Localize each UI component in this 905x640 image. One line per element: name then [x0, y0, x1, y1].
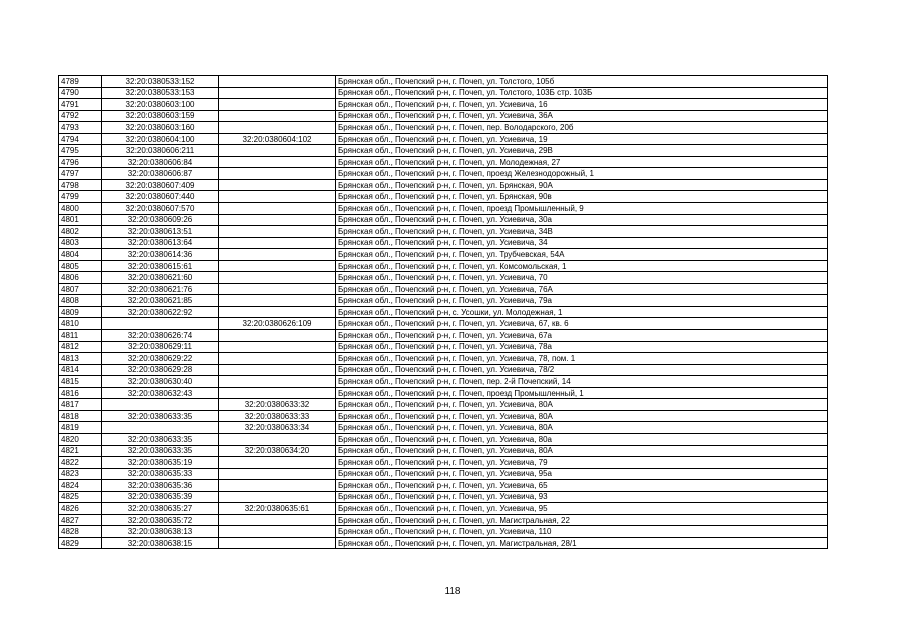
row-number-cell: 4809	[59, 306, 102, 318]
row-number-cell: 4811	[59, 330, 102, 342]
address-cell: Брянская обл., Почепский р-н, г. Почеп, проезд Промышленный, 1	[336, 387, 828, 399]
previous-cadastral-number-cell: 32:20:0380633:33	[219, 410, 336, 422]
table-row	[59, 122, 828, 134]
address-cell: Брянская обл., Почепский р-н, г. Почеп, ул. Магистральная, 28/1	[336, 537, 828, 549]
cadastral-number-cell: 32:20:0380614:36	[102, 249, 219, 261]
address-cell: Брянская обл., Почепский р-н, г. Почеп, ул. Усиевича, 36А	[336, 110, 828, 122]
cadastral-number-cell: 32:20:0380632:43	[102, 387, 219, 399]
table-row	[59, 399, 828, 411]
cadastral-number-cell: 32:20:0380613:51	[102, 226, 219, 238]
row-number-cell: 4791	[59, 99, 102, 111]
table-row	[59, 364, 828, 376]
row-number-cell: 4821	[59, 445, 102, 457]
table-row	[59, 87, 828, 99]
previous-cadastral-number-cell	[219, 249, 336, 261]
cadastral-number-cell: 32:20:0380615:61	[102, 260, 219, 272]
table-row	[59, 376, 828, 388]
cadastral-number-cell: 32:20:0380606:84	[102, 156, 219, 168]
cadastral-number-cell: 32:20:0380533:152	[102, 76, 219, 88]
table-row	[59, 445, 828, 457]
previous-cadastral-number-cell: 32:20:0380634:20	[219, 445, 336, 457]
previous-cadastral-number-cell	[219, 272, 336, 284]
address-cell: Брянская обл., Почепский р-н, г. Почеп, ул. Усиевича, 67, кв. 6	[336, 318, 828, 330]
row-number-cell: 4827	[59, 514, 102, 526]
address-cell: Брянская обл., Почепский р-н, г. Почеп, ул. Усиевича, 78а	[336, 341, 828, 353]
address-cell: Брянская обл., Почепский р-н, г. Почеп, ул. Усиевича, 34	[336, 237, 828, 249]
address-cell: Брянская обл., Почепский р-н, г. Почеп, пер. 2-й Почепский, 14	[336, 376, 828, 388]
table-row	[59, 179, 828, 191]
previous-cadastral-number-cell	[219, 99, 336, 111]
row-number-cell: 4825	[59, 491, 102, 503]
previous-cadastral-number-cell	[219, 376, 336, 388]
cadastral-number-cell: 32:20:0380635:36	[102, 480, 219, 492]
row-number-cell: 4816	[59, 387, 102, 399]
address-cell: Брянская обл., Почепский р-н, г. Почеп, ул. Усиевича, 80А	[336, 422, 828, 434]
cadastral-number-cell: 32:20:0380606:87	[102, 168, 219, 180]
cadastral-number-cell: 32:20:0380621:76	[102, 283, 219, 295]
address-cell: Брянская обл., Почепский р-н, г. Почеп, ул. Трубчевская, 54А	[336, 249, 828, 261]
table-row	[59, 156, 828, 168]
cadastral-number-cell: 32:20:0380626:74	[102, 330, 219, 342]
table-row	[59, 330, 828, 342]
address-cell: Брянская обл., Почепский р-н, г. Почеп, ул. Магистральная, 22	[336, 514, 828, 526]
previous-cadastral-number-cell	[219, 156, 336, 168]
table-row	[59, 480, 828, 492]
address-cell: Брянская обл., Почепский р-н, г. Почеп, пер. Володарского, 20б	[336, 122, 828, 134]
previous-cadastral-number-cell	[219, 237, 336, 249]
table-row	[59, 306, 828, 318]
row-number-cell: 4808	[59, 295, 102, 307]
previous-cadastral-number-cell	[219, 260, 336, 272]
address-cell: Брянская обл., Почепский р-н, г. Почеп, ул. Усиевича, 76А	[336, 283, 828, 295]
row-number-cell: 4828	[59, 526, 102, 538]
row-number-cell: 4802	[59, 226, 102, 238]
previous-cadastral-number-cell	[219, 491, 336, 503]
row-number-cell: 4804	[59, 249, 102, 261]
address-cell: Брянская обл., Почепский р-н, г. Почеп, ул. Усиевича, 65	[336, 480, 828, 492]
row-number-cell: 4812	[59, 341, 102, 353]
page-number: 118	[444, 586, 461, 597]
table-row	[59, 433, 828, 445]
previous-cadastral-number-cell	[219, 122, 336, 134]
row-number-cell: 4790	[59, 87, 102, 99]
address-cell: Брянская обл., Почепский р-н, г. Почеп, ул. Усиевича, 80а	[336, 433, 828, 445]
table-row	[59, 295, 828, 307]
previous-cadastral-number-cell: 32:20:0380604:102	[219, 133, 336, 145]
cadastral-number-cell: 32:20:0380603:159	[102, 110, 219, 122]
address-cell: Брянская обл., Почепский р-н, г. Почеп, ул. Усиевича, 80А	[336, 399, 828, 411]
previous-cadastral-number-cell	[219, 457, 336, 469]
table-row	[59, 76, 828, 88]
cadastral-number-cell: 32:20:0380629:28	[102, 364, 219, 376]
table-row	[59, 145, 828, 157]
row-number-cell: 4803	[59, 237, 102, 249]
address-cell: Брянская обл., Почепский р-н, г. Почеп, ул. Брянская, 90А	[336, 179, 828, 191]
table-row	[59, 110, 828, 122]
previous-cadastral-number-cell	[219, 145, 336, 157]
previous-cadastral-number-cell	[219, 514, 336, 526]
register-table	[58, 75, 828, 549]
cadastral-number-cell: 32:20:0380635:33	[102, 468, 219, 480]
cadastral-number-cell: 32:20:0380604:100	[102, 133, 219, 145]
address-cell: Брянская обл., Почепский р-н, г. Почеп, ул. Усиевича, 78, пом. 1	[336, 353, 828, 365]
previous-cadastral-number-cell	[219, 353, 336, 365]
address-cell: Брянская обл., Почепский р-н, г. Почеп, ул. Молодежная, 27	[336, 156, 828, 168]
address-cell: Брянская обл., Почепский р-н, г. Почеп, ул. Толстого, 105б	[336, 76, 828, 88]
row-number-cell: 4800	[59, 203, 102, 215]
previous-cadastral-number-cell	[219, 526, 336, 538]
table-row	[59, 237, 828, 249]
address-cell: Брянская обл., Почепский р-н, г. Почеп, ул. Усиевича, 34В	[336, 226, 828, 238]
row-number-cell: 4807	[59, 283, 102, 295]
table-row	[59, 526, 828, 538]
address-cell: Брянская обл., Почепский р-н, г. Почеп, ул. Усиевича, 67а	[336, 330, 828, 342]
table-row	[59, 491, 828, 503]
row-number-cell: 4819	[59, 422, 102, 434]
row-number-cell: 4797	[59, 168, 102, 180]
row-number-cell: 4814	[59, 364, 102, 376]
previous-cadastral-number-cell	[219, 306, 336, 318]
cadastral-number-cell: 32:20:0380635:27	[102, 503, 219, 515]
table-row	[59, 226, 828, 238]
table-row	[59, 272, 828, 284]
address-cell: Брянская обл., Почепский р-н, г. Почеп, ул. Усиевича, 70	[336, 272, 828, 284]
address-cell: Брянская обл., Почепский р-н, г. Почеп, ул. Усиевича, 95а	[336, 468, 828, 480]
cadastral-number-cell: 32:20:0380633:35	[102, 410, 219, 422]
address-cell: Брянская обл., Почепский р-н, г. Почеп, ул. Усиевича, 16	[336, 99, 828, 111]
address-cell: Брянская обл., Почепский р-н, г. Почеп, ул. Брянская, 90в	[336, 191, 828, 203]
cadastral-number-cell: 32:20:0380638:15	[102, 537, 219, 549]
cadastral-number-cell: 32:20:0380607:570	[102, 203, 219, 215]
address-cell: Брянская обл., Почепский р-н, г. Почеп, проезд Промышленный, 9	[336, 203, 828, 215]
cadastral-number-cell	[102, 318, 219, 330]
previous-cadastral-number-cell	[219, 191, 336, 203]
row-number-cell: 4829	[59, 537, 102, 549]
address-cell: Брянская обл., Почепский р-н, г. Почеп, проезд Железнодорожный, 1	[336, 168, 828, 180]
table-row	[59, 353, 828, 365]
row-number-cell: 4810	[59, 318, 102, 330]
cadastral-number-cell: 32:20:0380635:39	[102, 491, 219, 503]
table-row	[59, 283, 828, 295]
previous-cadastral-number-cell	[219, 341, 336, 353]
cadastral-number-cell: 32:20:0380606:211	[102, 145, 219, 157]
table-row	[59, 514, 828, 526]
table-row	[59, 410, 828, 422]
previous-cadastral-number-cell: 32:20:0380633:32	[219, 399, 336, 411]
address-cell: Брянская обл., Почепский р-н, г. Почеп, ул. Усиевича, 29В	[336, 145, 828, 157]
address-cell: Брянская обл., Почепский р-н, г. Почеп, ул. Усиевича, 79а	[336, 295, 828, 307]
address-cell: Брянская обл., Почепский р-н, г. Почеп, ул. Усиевича, 93	[336, 491, 828, 503]
previous-cadastral-number-cell	[219, 76, 336, 88]
previous-cadastral-number-cell	[219, 433, 336, 445]
table-row	[59, 99, 828, 111]
address-cell: Брянская обл., Почепский р-н, г. Почеп, ул. Усиевича, 78/2	[336, 364, 828, 376]
row-number-cell: 4796	[59, 156, 102, 168]
table-row	[59, 203, 828, 215]
row-number-cell: 4817	[59, 399, 102, 411]
previous-cadastral-number-cell: 32:20:0380633:34	[219, 422, 336, 434]
table-row	[59, 191, 828, 203]
row-number-cell: 4792	[59, 110, 102, 122]
register-table-body	[59, 76, 828, 549]
row-number-cell: 4794	[59, 133, 102, 145]
row-number-cell: 4813	[59, 353, 102, 365]
table-row	[59, 457, 828, 469]
cadastral-number-cell: 32:20:0380609:26	[102, 214, 219, 226]
row-number-cell: 4806	[59, 272, 102, 284]
previous-cadastral-number-cell	[219, 295, 336, 307]
previous-cadastral-number-cell	[219, 226, 336, 238]
cadastral-number-cell: 32:20:0380533:153	[102, 87, 219, 99]
table-row	[59, 422, 828, 434]
table-row	[59, 503, 828, 515]
row-number-cell: 4822	[59, 457, 102, 469]
row-number-cell: 4818	[59, 410, 102, 422]
cadastral-number-cell: 32:20:0380603:160	[102, 122, 219, 134]
cadastral-number-cell: 32:20:0380633:35	[102, 433, 219, 445]
cadastral-number-cell: 32:20:0380603:100	[102, 99, 219, 111]
row-number-cell: 4795	[59, 145, 102, 157]
previous-cadastral-number-cell	[219, 387, 336, 399]
address-cell: Брянская обл., Почепский р-н, г. Почеп, ул. Толстого, 103Б стр. 103Б	[336, 87, 828, 99]
address-cell: Брянская обл., Почепский р-н, г. Почеп, ул. Усиевича, 110	[336, 526, 828, 538]
cadastral-number-cell	[102, 399, 219, 411]
previous-cadastral-number-cell	[219, 168, 336, 180]
previous-cadastral-number-cell: 32:20:0380626:109	[219, 318, 336, 330]
cadastral-number-cell: 32:20:0380635:19	[102, 457, 219, 469]
table-row	[59, 214, 828, 226]
previous-cadastral-number-cell	[219, 537, 336, 549]
row-number-cell: 4801	[59, 214, 102, 226]
address-cell: Брянская обл., Почепский р-н, г. Почеп, ул. Усиевича, 95	[336, 503, 828, 515]
cadastral-number-cell: 32:20:0380621:60	[102, 272, 219, 284]
cadastral-number-cell: 32:20:0380638:13	[102, 526, 219, 538]
address-cell: Брянская обл., Почепский р-н, г. Почеп, ул. Усиевича, 80А	[336, 410, 828, 422]
cadastral-number-cell: 32:20:0380607:409	[102, 179, 219, 191]
cadastral-number-cell: 32:20:0380629:22	[102, 353, 219, 365]
row-number-cell: 4815	[59, 376, 102, 388]
table-row	[59, 537, 828, 549]
address-cell: Брянская обл., Почепский р-н, г. Почеп, ул. Усиевича, 79	[336, 457, 828, 469]
table-row	[59, 468, 828, 480]
row-number-cell: 4798	[59, 179, 102, 191]
address-cell: Брянская обл., Почепский р-н, г. Почеп, ул. Усиевича, 80А	[336, 445, 828, 457]
previous-cadastral-number-cell	[219, 364, 336, 376]
previous-cadastral-number-cell	[219, 283, 336, 295]
previous-cadastral-number-cell	[219, 203, 336, 215]
row-number-cell: 4824	[59, 480, 102, 492]
table-row	[59, 318, 828, 330]
table-row	[59, 249, 828, 261]
previous-cadastral-number-cell	[219, 214, 336, 226]
row-number-cell: 4805	[59, 260, 102, 272]
previous-cadastral-number-cell	[219, 330, 336, 342]
row-number-cell: 4793	[59, 122, 102, 134]
cadastral-number-cell: 32:20:0380613:64	[102, 237, 219, 249]
row-number-cell: 4826	[59, 503, 102, 515]
row-number-cell: 4820	[59, 433, 102, 445]
previous-cadastral-number-cell	[219, 480, 336, 492]
cadastral-number-cell: 32:20:0380630:40	[102, 376, 219, 388]
cadastral-number-cell: 32:20:0380607:440	[102, 191, 219, 203]
previous-cadastral-number-cell	[219, 179, 336, 191]
cadastral-number-cell: 32:20:0380622:92	[102, 306, 219, 318]
table-row	[59, 341, 828, 353]
address-cell: Брянская обл., Почепский р-н, г. Почеп, ул. Усиевича, 19	[336, 133, 828, 145]
cadastral-number-cell	[102, 422, 219, 434]
cadastral-number-cell: 32:20:0380633:35	[102, 445, 219, 457]
row-number-cell: 4823	[59, 468, 102, 480]
previous-cadastral-number-cell: 32:20:0380635:61	[219, 503, 336, 515]
previous-cadastral-number-cell	[219, 110, 336, 122]
row-number-cell: 4799	[59, 191, 102, 203]
row-number-cell: 4789	[59, 76, 102, 88]
previous-cadastral-number-cell	[219, 87, 336, 99]
cadastral-number-cell: 32:20:0380621:85	[102, 295, 219, 307]
address-cell: Брянская обл., Почепский р-н, г. Почеп, ул. Усиевича, 30а	[336, 214, 828, 226]
table-row	[59, 168, 828, 180]
address-cell: Брянская обл., Почепский р-н, г. Почеп, ул. Комсомольская, 1	[336, 260, 828, 272]
table-row	[59, 260, 828, 272]
address-cell: Брянская обл., Почепский р-н, с. Усошки, ул. Молодежная, 1	[336, 306, 828, 318]
cadastral-number-cell: 32:20:0380629:11	[102, 341, 219, 353]
table-row	[59, 133, 828, 145]
cadastral-number-cell: 32:20:0380635:72	[102, 514, 219, 526]
previous-cadastral-number-cell	[219, 468, 336, 480]
table-row	[59, 387, 828, 399]
